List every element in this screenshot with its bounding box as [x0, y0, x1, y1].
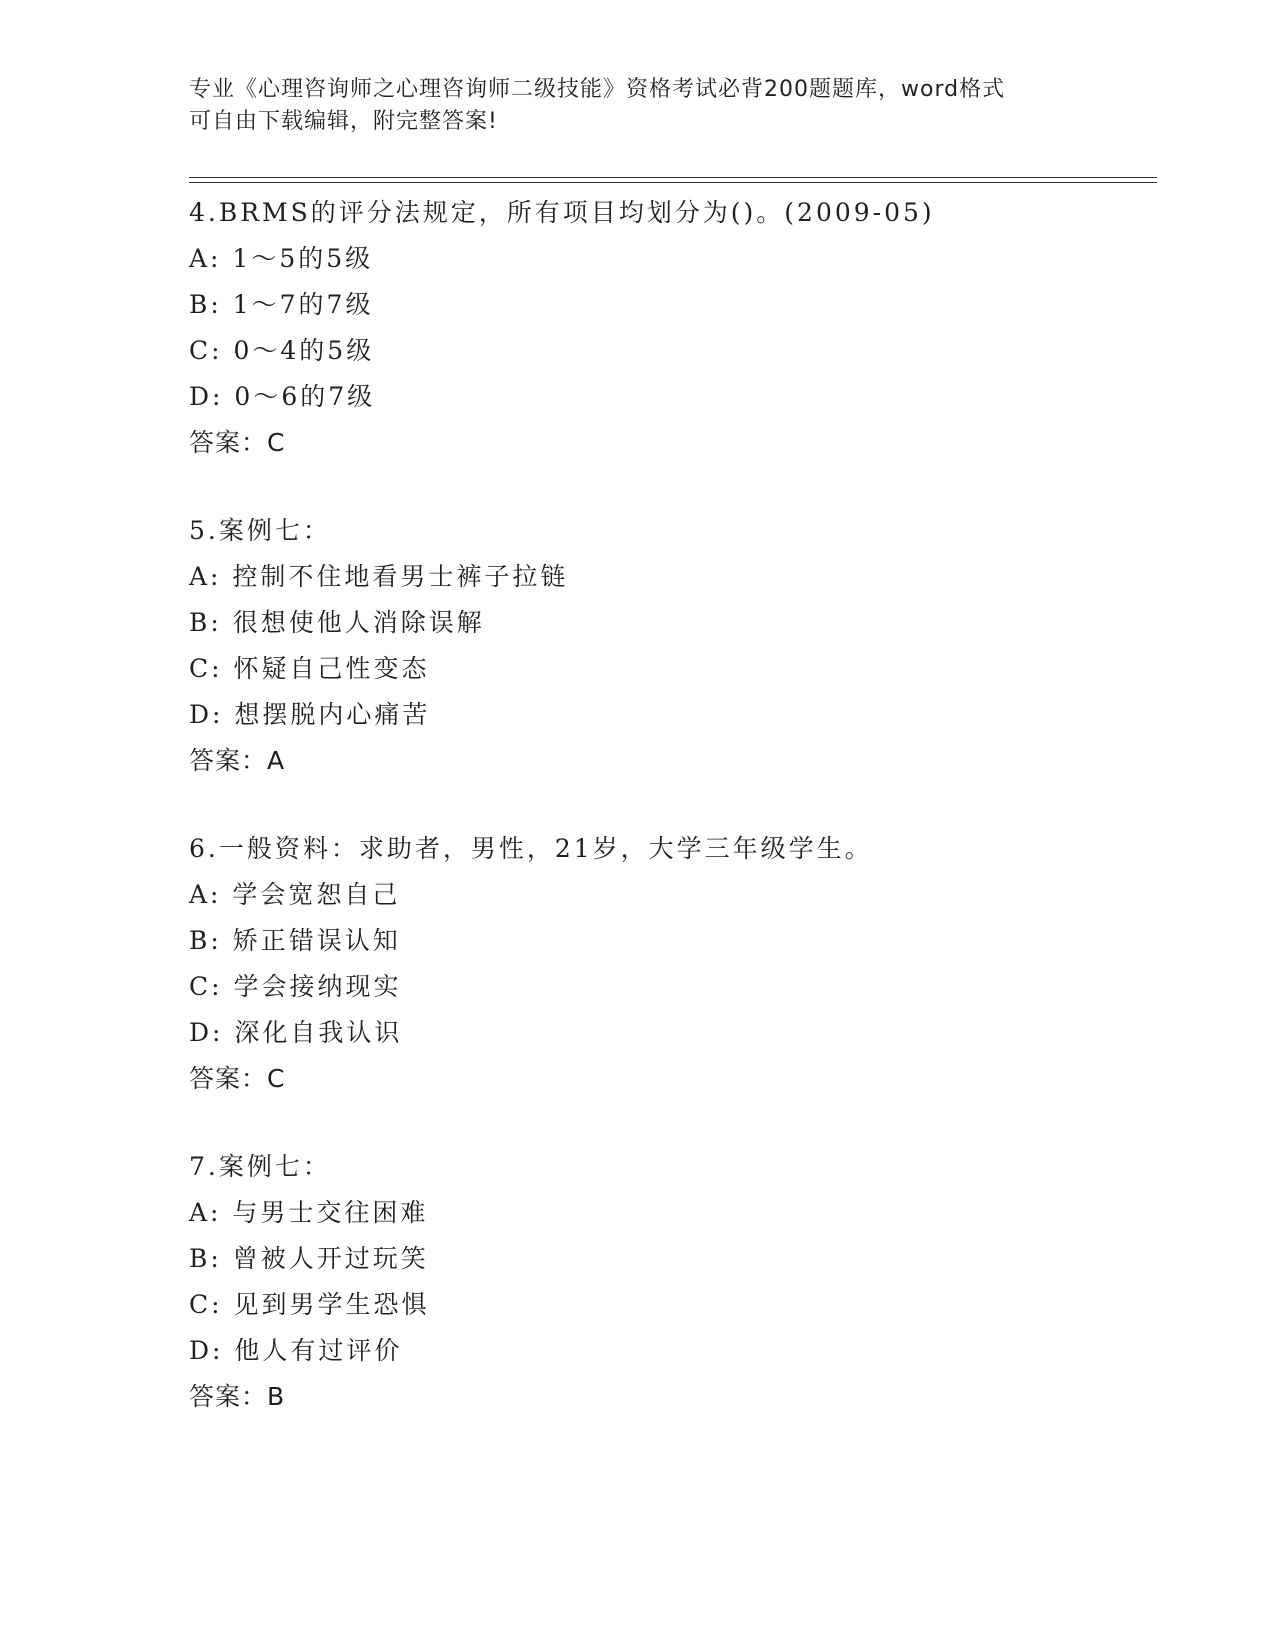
header-line-2: 可自由下载编辑，附完整答案! [189, 109, 498, 134]
option-d: D: 他人有过评价 [189, 1336, 403, 1365]
option-b: B: 很想使他人消除误解 [189, 608, 485, 637]
option-a: A: 控制不住地看男士裤子拉链 [189, 562, 569, 591]
option-b: B: 曾被人开过玩笑 [189, 1244, 429, 1273]
option-d: D: 0～6的7级 [189, 382, 376, 411]
document-header [189, 74, 1089, 138]
option-d: D: 想摆脱内心痛苦 [189, 700, 431, 729]
question-5 [189, 508, 1149, 784]
question-stem: 5.案例七： [189, 516, 331, 545]
header-line-1: 专业《心理咨询师之心理咨询师二级技能》资格考试必背200题题库，word格式 [189, 77, 1006, 102]
option-b: B: 1～7的7级 [189, 290, 374, 319]
question-list [189, 190, 1149, 1462]
answer-text: 答案：B [189, 1382, 286, 1411]
question-stem: 4.BRMS的评分法规定，所有项目均划分为()。(2009-05) [189, 198, 935, 227]
answer-text: 答案：A [189, 746, 286, 775]
option-d: D: 深化自我认识 [189, 1018, 403, 1047]
header-divider-top [189, 177, 1157, 178]
option-c: C: 0～4的5级 [189, 336, 375, 365]
question-6 [189, 826, 1149, 1102]
header-divider-bottom [189, 182, 1157, 183]
question-7 [189, 1144, 1149, 1420]
option-c: C: 见到男学生恐惧 [189, 1290, 430, 1319]
option-c: C: 学会接纳现实 [189, 972, 402, 1001]
option-a: A: 1～5的5级 [189, 244, 374, 273]
answer-text: 答案：C [189, 1064, 286, 1093]
question-4 [189, 190, 1149, 466]
option-a: A: 与男士交往困难 [189, 1198, 429, 1227]
option-c: C: 怀疑自己性变态 [189, 654, 430, 683]
question-stem: 7.案例七： [189, 1152, 331, 1181]
option-a: A: 学会宽恕自己 [189, 880, 401, 909]
option-b: B: 矫正错误认知 [189, 926, 401, 955]
answer-text: 答案：C [189, 428, 286, 457]
question-stem: 6.一般资料：求助者，男性，21岁，大学三年级学生。 [189, 834, 873, 863]
